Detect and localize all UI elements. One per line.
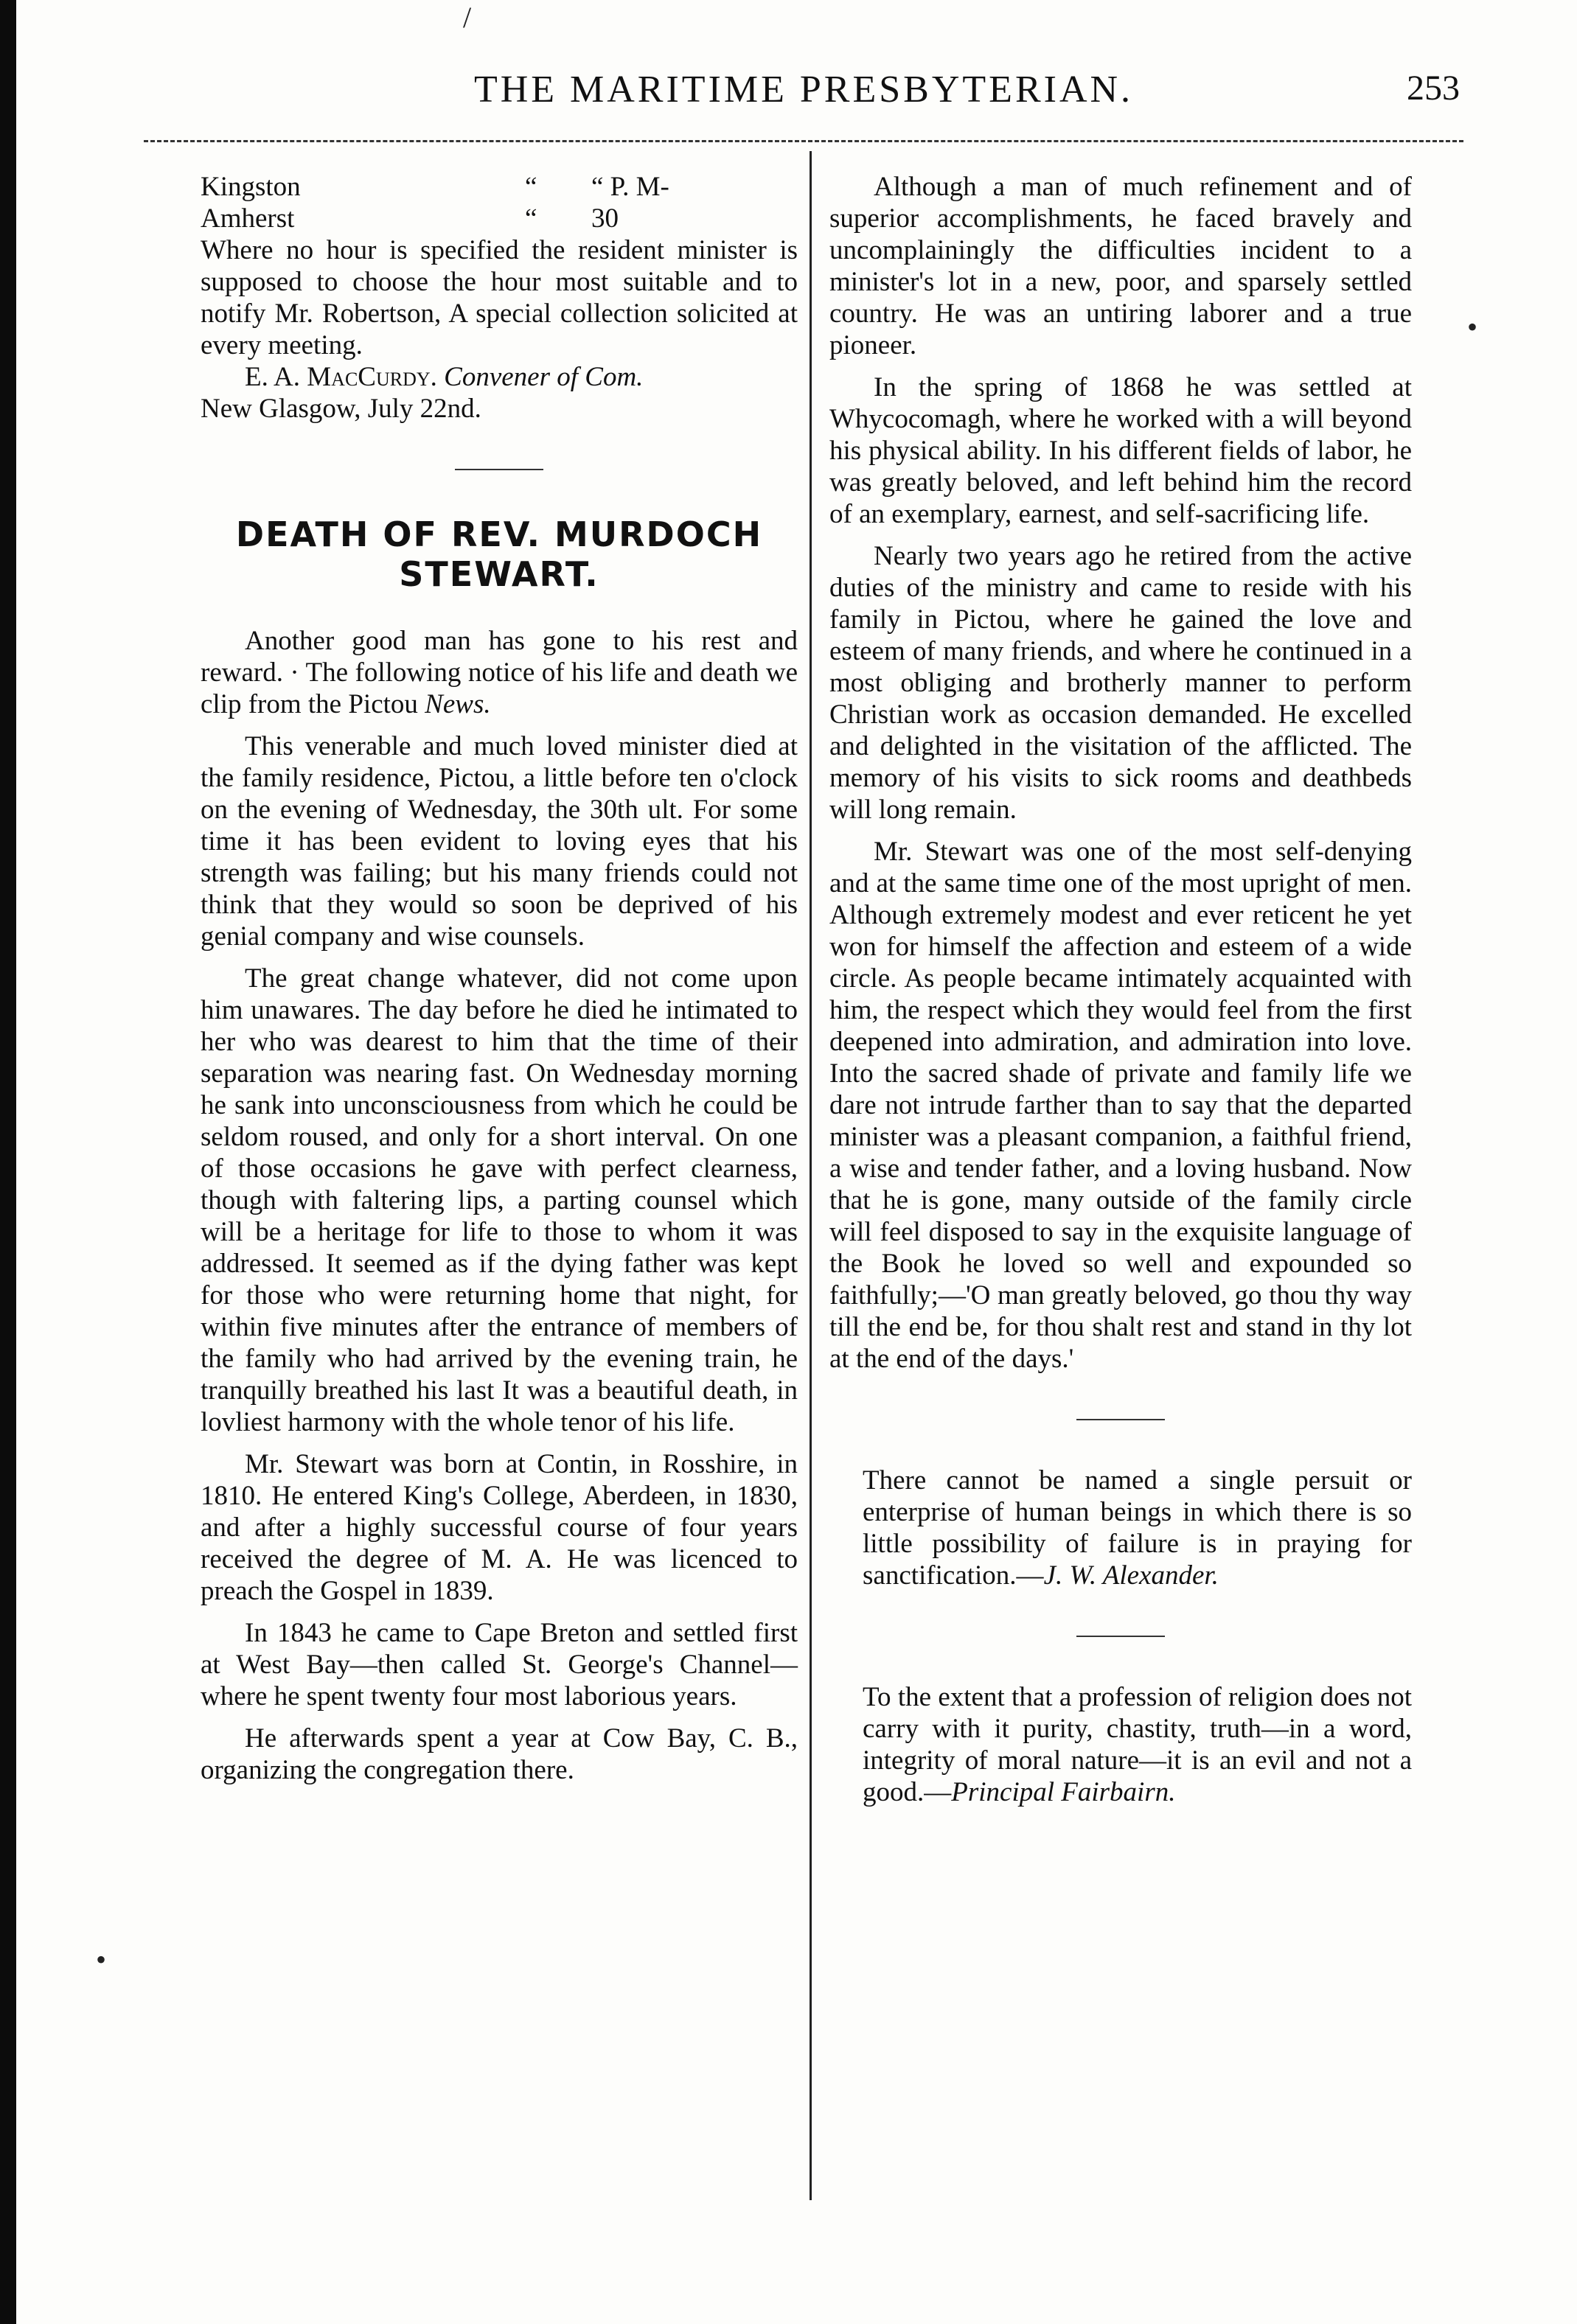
article-paragraph: Mr. Stewart was one of the most self-denying and at the same time one of the most upright of men. Although extremely modest and ever reticent he yet won for himself the affection and esteem of a wide circle. As people became intimately acquainted with him, the respect which they would feel from the first deepened into admiration, and admiration into love. Into the sacred shade of private and family life we dare not intrude farther than to say that the departed minister was a pleasant companion, a faithful friend, a wise and tender father, and a loving husband. Now that he is gone, many outside of the family circle will feel disposed to say in the exquisite language of the Book he loved so well and expounded so faithfully;—'O man greatly beloved, go thou thy way till the end be, for thou shalt rest and stand in thy lot at the end of the days.' — [829, 837, 1412, 1374]
article-paragraph: This venerable and much loved minister died at the family residence, Pictou, a little before ten o'clock on the evening of Wednesday, the 30th ult. For some time it has been evident to loving eyes that his strength was failing; but his many friends could not think that they would so soon be deprived of his genial company and wise counsels. — [201, 731, 798, 952]
intro-source: News. — [425, 689, 491, 719]
quote-author: J. W. Alexander. — [1043, 1560, 1219, 1591]
page-header — [147, 68, 1460, 119]
page-binding-edge — [0, 0, 16, 2324]
article-paragraph: He afterwards spent a year at Cow Bay, C. B., organizing the congregation there. — [201, 1723, 798, 1785]
left-column — [201, 171, 798, 1786]
right-column — [829, 171, 1412, 1808]
schedule-place: Amherst — [201, 203, 295, 234]
schedule-mark: “ — [525, 203, 537, 234]
schedule-place: Kingston — [201, 172, 301, 202]
schedule-time: 30 — [591, 203, 619, 234]
schedule-mark: “ — [525, 172, 537, 202]
intro-text: Another good man has gone to his rest and reward. · The following notice of his life and death we clip from the Pictou — [201, 626, 798, 719]
article-heading: DEATH OF REV. MURDOCH STEWART. — [235, 514, 763, 594]
signature-name: E. A. MacCurdy. — [245, 362, 437, 392]
meeting-notice: Where no hour is specified the resident minister is supposed to choose the hour most suitable and to notify Mr. Robertson, A special collection solicited at every meeting. — [201, 235, 798, 360]
article-paragraph: The great change whatever, did not come upon him unawares. The day before he died he intimated to her who was dearest to him that the time of their separation was nearing fast. On Wednesday morning he sank into unconsciousness from which he could be seldom roused, and only for a short interval. On one of those occasions he gave with perfect clearness, though with faltering lips, a parting counsel which will be a heritage for life to those to whom it was addressed. It seemed as if the dying father was kept for those who were returning home that night, for within five minutes after the entrance of members of the family who had arrived by the evening train, he tranquilly breathed his last It was a beautiful death, in lovliest harmony with the whole tenor of his life. — [201, 963, 798, 1437]
article-intro — [201, 625, 798, 720]
header-rule — [144, 140, 1463, 142]
article-paragraph: Mr. Stewart was born at Contin, in Rosshire, in 1810. He entered King's College, Aberdeen, in 1830, and after a highly successful course of four years received the degree of M. A. He was licenced to preach the Gospel in 1839. — [201, 1449, 798, 1606]
quote-author: Principal Fairbairn. — [951, 1777, 1176, 1807]
section-divider — [455, 469, 543, 470]
column-rule — [810, 151, 812, 2200]
convener-signature — [201, 361, 798, 393]
quote-text — [829, 1681, 1412, 1808]
section-divider — [1076, 1636, 1165, 1637]
schedule-row — [201, 203, 798, 234]
article-paragraph: In the spring of 1868 he was settled at Whycocomagh, where he worked with a will beyond his physical ability. In his different fields of labor, he was greatly beloved, and left behind him the record of an exemplary, earnest, and self-sacrificing life. — [829, 372, 1412, 529]
schedule-time: “ P. M- — [591, 172, 669, 202]
article-paragraph: Although a man of much refinement and of superior accomplishments, he faced bravely and uncomplainingly the difficulties incident to a minister's lot in a new, poor, and sparsely settled country. He was an untiring laborer and a true pioneer. — [829, 172, 1412, 360]
quote-body: To the extent that a profession of religion does not carry with it purity, chastity, truth—in a word, integrity of moral nature—it is an evil and not a good.— — [863, 1682, 1412, 1807]
place-date: New Glasgow, July 22nd. — [201, 394, 481, 424]
ink-mark: / — [463, 1, 472, 34]
signature-title: Convener of Com. — [444, 362, 644, 392]
quote-text — [829, 1465, 1412, 1591]
article-paragraph: In 1843 he came to Cape Breton and settled first at West Bay—then called St. George's Channel—where he spent twenty four most laborious years. — [201, 1618, 798, 1711]
ink-mark: • — [96, 1943, 107, 1976]
page-number: 253 — [1407, 69, 1460, 108]
ink-mark: • — [1467, 310, 1478, 343]
quote-body: There cannot be named a single persuit or enterprise of human beings in which there is so little possibility of failure is in praying for sanctification.— — [863, 1465, 1412, 1591]
article-paragraph: Nearly two years ago he retired from the active duties of the ministry and came to reside with his family in Pictou, where he gained the love and esteem of many friends, and where he continued in a most obliging and brotherly manner to perform Christian work as occasion demanded. He excelled and delighted in the visitation of the afflicted. The memory of his visits to sick rooms and deathbeds will long remain. — [829, 541, 1412, 825]
schedule-row — [201, 171, 798, 203]
quote-block — [829, 1465, 1412, 1591]
page-title: THE MARITIME PRESBYTERIAN. — [473, 69, 1134, 111]
quote-block — [829, 1681, 1412, 1808]
section-divider — [1076, 1419, 1165, 1420]
